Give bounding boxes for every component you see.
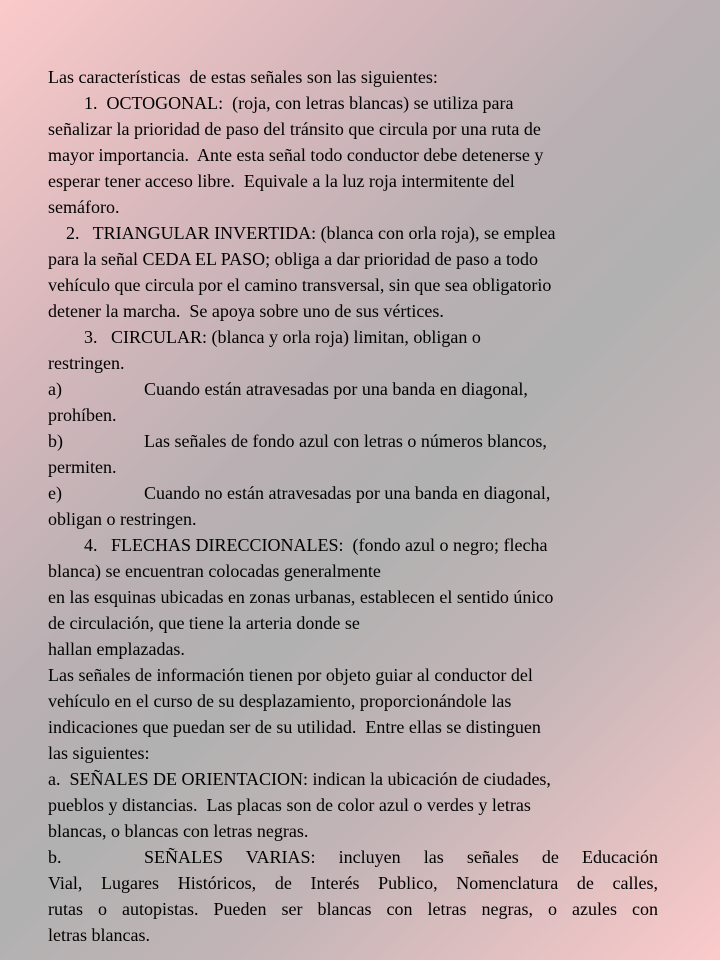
text-line: vehículo en el curso de su desplazamiento, proporcionándole las xyxy=(48,691,512,711)
text-line: mayor importancia. Ante esta señal todo conductor debe detenerse y xyxy=(48,145,544,165)
text-line: 3. CIRCULAR: (blanca y orla roja) limitan, obligan o xyxy=(48,327,481,347)
text-line: prohíben. xyxy=(48,405,117,425)
line-text: Cuando están atravesadas por una banda en diagonal, xyxy=(144,379,528,399)
text-line: obligan o restringen. xyxy=(48,509,197,529)
text-line xyxy=(48,844,658,870)
text-line: Las señales de información tienen por objeto guiar al conductor del xyxy=(48,665,533,685)
line-text: Vial, Lugares Históricos, de Interés Publico, Nomenclatura de calles, xyxy=(48,873,658,893)
list-marker: a) xyxy=(48,379,62,399)
text-line: 2. TRIANGULAR INVERTIDA: (blanca con orla roja), se emplea xyxy=(48,223,556,243)
text-line: pueblos y distancias. Las placas son de color azul o verdes y letras xyxy=(48,795,531,815)
text-line: 1. OCTOGONAL: (roja, con letras blancas) se utiliza para xyxy=(48,93,514,113)
text-line: en las esquinas ubicadas en zonas urbanas, establecen el sentido único xyxy=(48,587,554,607)
text-line: señalizar la prioridad de paso del tránsito que circula por una ruta de xyxy=(48,119,541,139)
text-line: a. SEÑALES DE ORIENTACION: indican la ubicación de ciudades, xyxy=(48,769,551,789)
text-line: detener la marcha. Se apoya sobre uno de sus vértices. xyxy=(48,301,444,321)
text-line: Las características de estas señales son las siguientes: xyxy=(48,67,438,87)
text-line: letras blancas. xyxy=(48,925,150,945)
text-line xyxy=(48,376,658,402)
line-text: rutas o autopistas. Pueden ser blancas con letras negras, o azules con xyxy=(48,899,658,919)
text-line: semáforo. xyxy=(48,197,120,217)
list-marker: b. xyxy=(48,847,62,867)
line-text: Cuando no están atravesadas por una banda en diagonal, xyxy=(144,483,551,503)
text-line: para la señal CEDA EL PASO; obliga a dar prioridad de paso a todo xyxy=(48,249,539,269)
line-text: Las señales de fondo azul con letras o números blancos, xyxy=(144,431,547,451)
text-line: vehículo que circula por el camino transversal, sin que sea obligatorio xyxy=(48,275,552,295)
text-line xyxy=(48,870,658,896)
text-line: 4. FLECHAS DIRECCIONALES: (fondo azul o negro; flecha xyxy=(48,535,548,555)
text-line: de circulación, que tiene la arteria donde se xyxy=(48,613,360,633)
text-line: restringen. xyxy=(48,353,125,373)
text-line: las siguientes: xyxy=(48,743,150,763)
text-line xyxy=(48,428,658,454)
text-line: blanca) se encuentran colocadas generalmente xyxy=(48,561,381,581)
text-line: permiten. xyxy=(48,457,117,477)
text-line: esperar tener acceso libre. Equivale a la luz roja intermitente del xyxy=(48,171,515,191)
text-line: indicaciones que puedan ser de su utilidad. Entre ellas se distinguen xyxy=(48,717,541,737)
line-text: SEÑALES VARIAS: incluyen las señales de Educación xyxy=(144,847,658,867)
list-marker: b) xyxy=(48,431,63,451)
text-line xyxy=(48,480,658,506)
list-marker: e) xyxy=(48,483,62,503)
text-line: hallan emplazadas. xyxy=(48,639,185,659)
text-line: blancas, o blancas con letras negras. xyxy=(48,821,309,841)
document-body xyxy=(48,64,658,948)
text-line xyxy=(48,896,658,922)
